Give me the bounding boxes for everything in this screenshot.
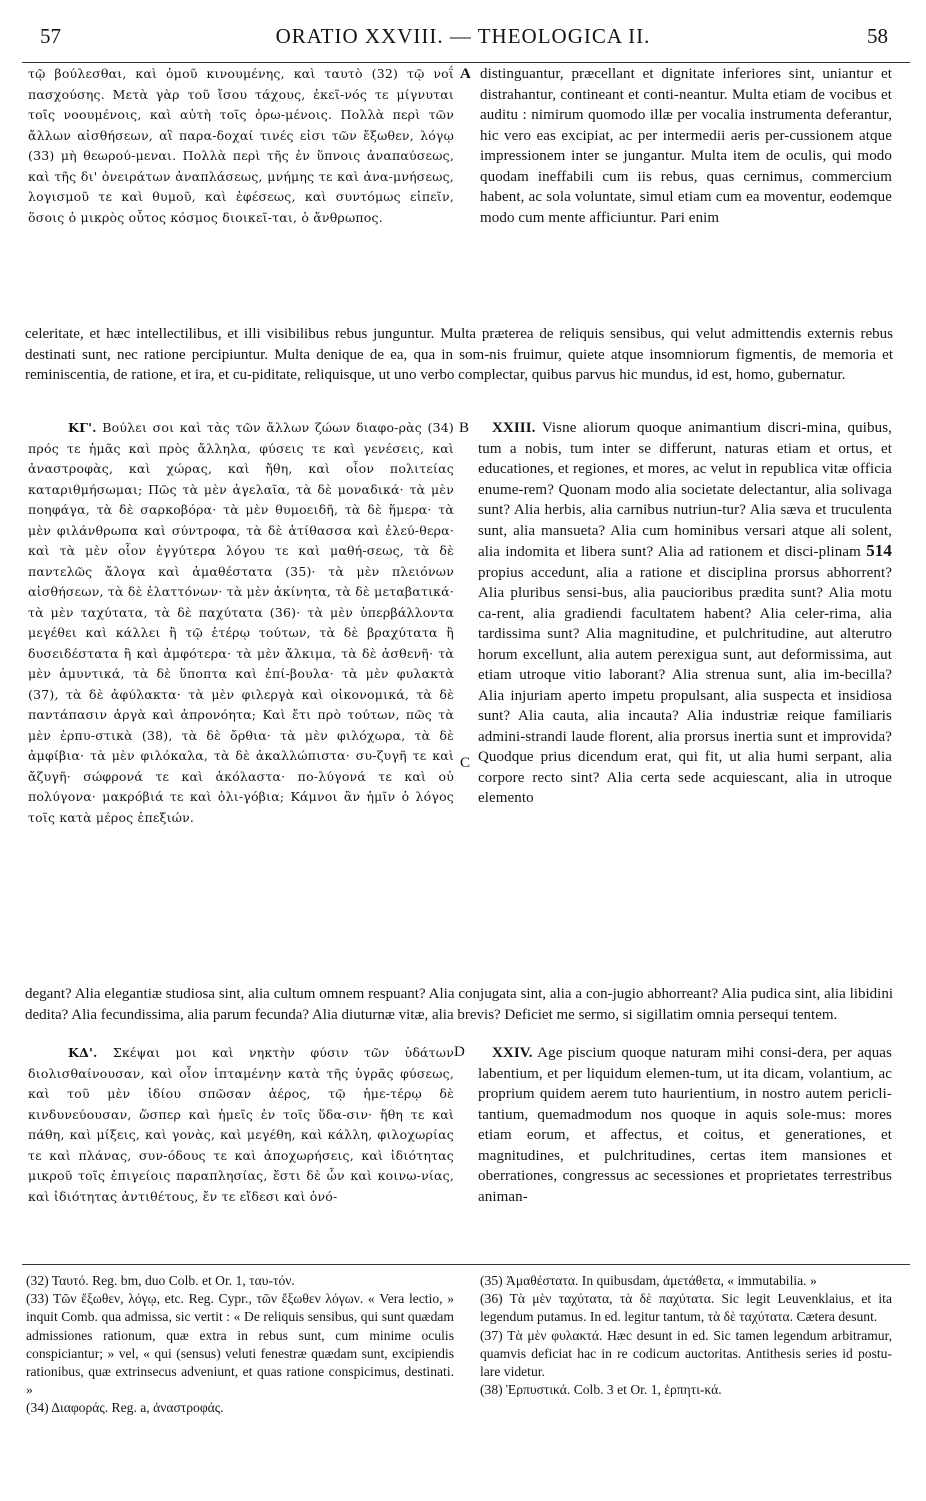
footnote: (36) Τὰ μὲν ταχύτατα, τὰ δὲ παχύτατα. Sic legit Leuvenklaius, et ita legendum putamus. In ed. legitur tantum, τὰ δὲ ταχύτατα. Cætera desunt. (480, 1291, 892, 1325)
chapter-number-greek: ΚΓ'. (68, 420, 97, 435)
greek-text (28, 418, 454, 828)
greek-column-block1 (28, 64, 454, 228)
footnotes-right (480, 1272, 892, 1399)
footnote: (33) Τῶν ἔξωθεν, λόγῳ, etc. Reg. Cypr., τῶν ἔξωθεν λόγων. « Vera lectio, » inquit Comb. qua admissa, sic vertit : « De reliquis sensibus, qui sunt quædam admissiones rationum, quæ extra in rebus sunt, cum minime oculis conspiciantur; » vel, « qui (sensus) veluti fenestræ quædam sunt, excipiendis rationibus, quæ extrinsecus adveniunt, et quas ratione conspicimus, destinati. » (26, 1291, 454, 1398)
footnote: (38) Ἑρπυστικά. Colb. 3 et Or. 1, ἑρπητι-κά. (480, 1382, 722, 1398)
latin-body-b: propius accedunt, alia a ratione et disciplina prorsus abhorrent? Alia pluribus sensi-bus, alia paucioribus prædita sunt? Alia motu ca-rent, alia gradiendi facultatem habent? Alia celer-rima, alia tardissima sunt? Alia magnitudine, et pulchritudine, aut alterutro horum excellunt, alia autem perexigua sunt, aut deformissima, aut etiam utroque vitio laborant? Alia strenua sunt, alia im-becilla? Alia injuriam aperto impetu propulsant, alia suspecta et insidiosa sunt? Alia cauta, alia incauta? Alia industriæ reique familiaris admini-strandi laude florent, alia prorsus inertia sunt et improvida? Quodque prius dicendum erat, qui fit, ut alia humi serpant, alia corpore recto sint? Alia certa sede acquiescant, alia in utroque elemento (478, 564, 892, 806)
latin-fullwidth-block1 (25, 309, 893, 401)
greek-text (28, 1043, 454, 1207)
footnote: (34) Διαφοράς. Reg. a, ἀναστροφάς. (26, 1400, 224, 1416)
greek-column-block2 (28, 418, 454, 828)
latin-column-block1 (480, 64, 892, 228)
greek-body: Βούλει σοι καὶ τὰς τῶν ἄλλων ζώων διαφο-ρὰς (34) πρός τε ἡμᾶς καὶ πρὸς ἄλληλα, φύσεις τε καὶ γενέσεις, καὶ ἀναστροφὰς, καὶ χώρας, καὶ ἤθη, καὶ οἷον πολιτείας καταριθμήσωμαι; Πῶς τὰ μὲν ἀγελαῖα, τὰ δὲ μοναδικά· τὰ μὲν ποηφάγα, τὰ δὲ σαρκοβόρα· τὰ μὲν θυμοειδῆ, τὰ δὲ ἥμερα· τὰ μὲν φιλάνθρωπα καὶ σύντροφα, τὰ δὲ ἀτίθασσα καὶ ἐλεύ-θερα· καὶ τὰ μὲν οἷον ἐγγύτερα λόγου τε καὶ μαθή-σεως, τὰ δὲ παντελῶς ἄλογα καὶ ἀμαθέστατα (35)· τὰ μὲν πλειόνων αἰσθήσεων, τὰ δὲ ἐλαττόνων· τὰ μὲν ἀκίνητα, τὰ δὲ μεταβατικά· τὰ μὲν ταχύτατα, τὰ δὲ παχύτατα (36)· τὰ μὲν ὑπερβάλλοντα μεγέθει καὶ κάλλει ἢ τῷ ἑτέρῳ τούτων, τὰ δὲ βραχύτατα ἢ δυσειδέστατα ἢ καὶ ἀμφότερα· τὰ μὲν ἄλκιμα, τὰ δὲ ἀσθενῆ· τὰ μὲν ἀμυντικά, τὰ δὲ ὕποπτα καὶ ἐπί-βουλα· τὰ μὲν φυλακτὰ (37), τὰ δὲ ἀφύλακτα· τὰ μὲν φιλεργὰ καὶ οἰκονομικά, τὰ δὲ παντάπασιν ἀργὰ καὶ ἀπρονόητα; Καὶ ἔτι πρὸ τούτων, πῶς τὰ μὲν ἑρπυ-στικὰ (38), τὰ δὲ ὄρθια· τὰ μὲν φιλόχωρα, τὰ δὲ ἀμφίβια· τὰ μὲν φιλόκαλα, τὰ δὲ ἀκαλλώπιστα· συ-ζυγῆ τε καὶ ἄζυγῆ· σώφρονά τε καὶ ἀκόλαστα· πο-λύγονά τε καὶ οὐ πολύγονα· μακρόβιά τε καὶ ὀλι-γόβια; Κάμνοι ἂν ἡμῖν ὁ λόγος τοῖς κατὰ μέρος ἐπεξιών. (28, 420, 454, 825)
column-number: 514 (866, 541, 893, 560)
latin-text: distinguantur, præcellant et dignitate inferiores sint, uniantur et distrahantur, contineant et conti-neantur. Multa etiam de vocibus et auditu : nimirum quomodo illæ per vocalia instrumenta deferantur, hic vero eas excipiat, ac per intermedii aeris per-cussionem atque impressionem inter se jungantur. Multa item de oculis, qui modo quodam ineffabili cum iis rebus, quas cernimus, commercium habent, ac sola voluntate, simul etiam cum ea moventur, eodemque modo cum mente afficiuntur. Pari enim (480, 66, 892, 226)
latin-body: Age piscium quoque naturam mihi consi-dera, per aquas labentium, et per liquidum elemen-tum, ut ita dicam, volantium, ac proprium quidem aerem tuto haurientium, in nostro autem pericli-tantium, quemadmodum nos quoque in aquis sole-mus: mores etiam eorum, et affectus, et coitus, et generationes, et magnitudines, et pulchritudines, certas item mansiones et oberrationes, congressus ac secessiones et proprietates terrestribus animan- (478, 1045, 892, 1205)
greek-column-block3 (28, 1043, 454, 1207)
running-head (30, 10, 896, 50)
latin-column-block3 (478, 1043, 892, 1207)
header-rule (22, 62, 910, 63)
footnote: (37) Τὰ μὲν φυλακτά. Hæc desunt in ed. Sic tamen legendum arbitramur, quamvis deficiat hac in re codicum auctoritas. Antithesis series id postu-lare videtur. (480, 1327, 892, 1380)
footnotes-left (26, 1272, 454, 1418)
margin-letter-c: C (460, 755, 471, 771)
latin-text: degant? Alia elegantiæ studiosa sint, alia cultum omnem respuant? Alia conjugata sint, alia a con-jugio abhorreant? Alia pudica sint, alia libidini dedita? Alia fecundissima, alia parum fecunda? Alia diuturnæ vitæ, alia brevis? Deficiet me sermo, si sigillatim omnia persequi tentem. (25, 986, 893, 1023)
greek-text: τῷ βούλεσθαι, καὶ ὁμοῦ κινουμένης, καὶ ταυτὸ (32) τῷ νοΐ πασχούσης. Μετὰ γὰρ τοῦ ἴσου τάχους, ἐκεῖ-νός τε μίγνυται τοῖς νοουμένοις, καὶ αὐτὴ τοῖς ὁρω-μένοις. Πολλὰ περὶ τῶν ἄλλων αἰσθήσεων, αἳ παρα-δοχαί τινές εἰσι τῶν ἔξωθεν, λόγῳ (33) μὴ θεωρού-μεναι. Πολλὰ περὶ τῆς ἐν ὕπνοις ἀναπαύσεως, καὶ τῆς δι' ὀνειράτων ἀναπλάσεως, μνήμης τε καὶ ἀνα-μνήσεως, λογισμοῦ τε καὶ θυμοῦ, καὶ ἐφέσεως, καὶ συντόμως εἰπεῖν, ὅσοις ὁ μικρὸς οὗτος κόσμος διοικεῖ-ται, ὁ ἄνθρωπος. (28, 66, 454, 225)
chapter-number-latin: XXIV. (492, 1045, 533, 1061)
latin-text (478, 1043, 892, 1207)
greek-body: Σκέψαι μοι καὶ νηκτὴν φύσιν τῶν ὑδάτων διολισθαίνουσαν, καὶ οἷον ἱπταμένην κατὰ τῆς ὑγρᾶς φύσεως, καὶ τοῦ μὲν ἰδίου σπῶσαν ἀέρος, τῷ ἡμε-τέρῳ δὲ κινδυνεύουσαν, ὥσπερ καὶ ἡμεῖς ἐν τοῖς ὕδα-σιν· ἤθη τε καὶ πάθη, καὶ μίξεις, καὶ γονὰς, καὶ μεγέθη, καὶ κάλλη, φιλοχωρίας τε καὶ πλάνας, συν-όδους τε καὶ ἀποχωρήσεις, καὶ ἰδιότητας μικροῦ τοῖς ἐπιγείοις παραπλησίας, ἔστι δὲ ὧν καὶ κοινω-νίας, καὶ ἰδιότητας ἀντιθέτους, ἔν τε εἴδεσι καὶ ὀνό- (28, 1045, 454, 1204)
margin-letter-b: B (459, 420, 470, 436)
latin-text: celeritate, et hæc intellectilibus, et illi visibilibus rebus junguntur. Multa præterea de reliquis sensibus, qui velut admittendis externis rebus destinati sunt, nec ratione percipiuntur. Multa denique de ea, qua in som-nis fruimur, quiete atque insomniorum figmentis, de memoria et reminiscentia, de ratione, et ira, et cu-piditate, reliquisque, ut uno verbo complectar, quibus parvus hic mundus, id est, homo, gubernatur. (25, 326, 893, 383)
chapter-number-latin: XXIII. (492, 420, 536, 436)
footnote: (32) Ταυτό. Reg. bm, duo Colb. et Or. 1, ταυ-τόν. (26, 1273, 295, 1288)
page-number-left: 57 (40, 24, 61, 48)
footnote: (35) Ἀμαθέστατα. In quibusdam, ἀμετάθετα, « immutabilia. » (480, 1273, 817, 1288)
latin-body-a: Visne aliorum quoque animantium discri-mina, quibus, tum a nobis, tum inter se differunt, naturas etiam et ortus, et educationes, et regiones, et mores, ac velut in republica vitæ officia enume-rem? Quonam modo alia societate delectantur, alia solivaga sunt? Alia herbis, alia carnibus nutriun-tur? Alia sæva et truculenta sunt, alia mansueta? Alia cum hominibus versari atque ali solent, alia indomita et libera sunt? Alia ad rationem et disci-plinam (478, 420, 892, 560)
page-number-right: 58 (867, 24, 888, 48)
latin-column-block2 (478, 418, 892, 809)
footnote-rule (22, 1264, 910, 1265)
latin-text (478, 418, 892, 809)
latin-fullwidth-block2 (25, 969, 893, 1040)
running-title: ORATIO XXVIII. — THEOLOGICA II. (275, 24, 651, 48)
chapter-number-greek: ΚΔ'. (68, 1045, 98, 1060)
margin-letter-a: A (460, 66, 471, 82)
margin-letter-d: D (454, 1044, 465, 1060)
